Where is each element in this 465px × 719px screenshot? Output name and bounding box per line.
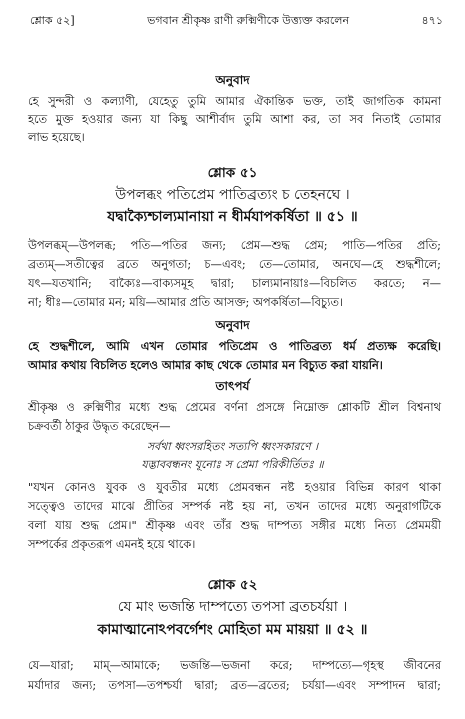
purport-line: চক্রবর্তী ঠাকুর উদ্ধৃত করেছেন— (28, 419, 171, 433)
translation-line: হতে মুক্ত হওয়ার জন্য যা কিছু আশীর্বাদ তুমি আশা কর, তা সব নিতাই তোমার (28, 112, 441, 126)
translation-line: লাভ হয়েছে। (28, 130, 85, 144)
verse-51-heading: শ্লোক ৫১ (207, 165, 258, 181)
verse-52-line: যে মাং ভজন্তি দাম্পত্যে তপসা ব্রতচর্যয়া । (117, 599, 348, 615)
synonyms-line: না; ধীঃ—তোমার মন; ময়ি—আমার প্রতি আসক্ত; অপকর্ষিতা—বিচ্যুত। (28, 295, 343, 309)
verse-51-line: উপলব্ধং পতিপ্রেম পাতিব্রত্যং চ তেহনঘে । (115, 187, 350, 203)
synonyms-line: যৎ—যতখানি; বাক্যৈঃ—বাক্যসমূহ দ্বারা; চাল্যমানায়াঃ—বিচলিত করতে; ন— (28, 276, 441, 290)
verse-52-heading: শ্লোক ৫২ (207, 577, 258, 593)
purport-line: বলা যায় শুদ্ধ প্রেম।" শ্রীকৃষ্ণ এবং তাঁর শুদ্ধ দাম্পত্য সঙ্গীর মধ্যে নিত্য প্রেমময়ী (28, 518, 441, 532)
synonyms-line: যে—যারা; মাম্—আমাকে; ভজন্তি—ভজনা করে; দাম্পত্যে—গৃহস্থ জীবনের (28, 658, 441, 672)
translation-heading: অনুবাদ (215, 318, 250, 332)
translation-line: হে শুদ্ধশীলে, আমি এখন তোমার পতিপ্রেম ও পাতিব্রত্য ধর্ম প্রত্যক্ষ করেছি। (28, 339, 441, 353)
running-header (0, 12, 465, 31)
purport-line: সম্পর্কের প্রকৃতরূপ এমনই হয়ে থাকে। (28, 537, 196, 551)
purport-line: সত্ত্বেও তাদের মাঝে প্রীতির সম্পর্ক নষ্ট হয় না, তখন তাদের মধ্যে অনুরাগটিকে (28, 499, 441, 513)
purport-line: শ্রীকৃষ্ণ ও রুক্মিণীর মধ্যে শুদ্ধ প্রেমের বর্ণনা প্রসঙ্গে নিম্নোক্ত শ্লোকটি শ্রীল বিশ্বনাথ (28, 400, 441, 414)
translation-line: হে সুন্দরী ও কল্যাণী, যেহেতু তুমি আমার ঐকান্তিক ভক্ত, তাই জাগতিক কামনা (28, 94, 441, 108)
synonyms-line: ব্রত্যম্—সতীত্বের ব্রতে অনুগতা; চ—এবং; তে—তোমার, অনঘে—হে শুদ্ধশীলে; (28, 257, 441, 271)
quoted-verse-line: যদ্ভাববন্ধনং যূনোঃ স প্রেমা পরিকীর্তিতঃ ॥ (141, 458, 324, 471)
translation-heading: অনুবাদ (215, 73, 250, 87)
purport-line: "যখন কোনও যুবক ও যুবতীর মধ্যে প্রেমবন্ধন নষ্ট হওয়ার বিভিন্ন কারণ থাকা (28, 480, 441, 494)
translation-line: আমার কথায় বিচলিত হলেও আমার কাছ থেকে তোমার মন বিচ্যুত করা যায়নি। (28, 358, 383, 372)
synonyms-line: মর্যাদার জন্য; তপসা—তপশ্চর্যা দ্বারা; ব্রত—ব্রতের; চর্যয়া—এবং সম্পাদন দ্বারা; (28, 678, 441, 692)
synonyms-line: উপলব্ধম্—উপলব্ধ; পতি—পতির জন্য; প্রেম—শুদ্ধ প্রেম; পাতি—পতির প্রতি; (28, 238, 441, 252)
verse-51-line: যদ্বাক্যৈশ্চাল্যমানায়া ন ধীর্মযাপকর্ষিতা ॥ ৫১ ॥ (107, 209, 358, 225)
page-number: ৪৭১ (421, 14, 443, 27)
quoted-verse-line: সর্বথা ধ্বংসরহিতং সত্যপি ধ্বংসকারণে । (146, 440, 319, 453)
purport-heading: তাৎপর্য (215, 379, 250, 393)
header-verse-ref: শ্লোক ৫২] (30, 14, 75, 27)
header-title: ভগবান শ্রীকৃষ্ণ রাণী রুক্মিণীকে উত্ত্যক্ত করলেন (147, 14, 350, 27)
verse-52-line: কামাত্মানোঽপবর্গেশং মোহিতা মম মায়য়া ॥ ৫২ ॥ (97, 622, 368, 638)
